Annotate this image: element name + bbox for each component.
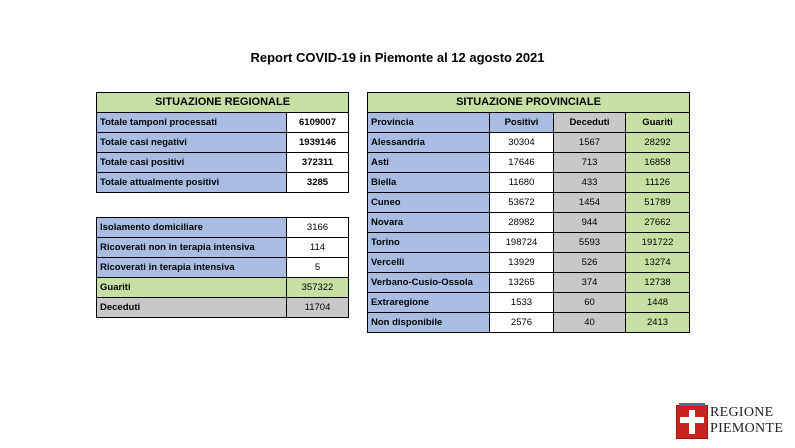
- page-title: Report COVID-19 in Piemonte al 12 agosto 2021: [250, 50, 545, 65]
- row-value: 6109007: [287, 113, 349, 133]
- positivi-cell: 1533: [490, 293, 554, 313]
- row-label: Deceduti: [97, 298, 287, 318]
- table-row: [97, 298, 349, 318]
- table-row: [368, 213, 690, 233]
- positivi-cell: 198724: [490, 233, 554, 253]
- hospital-table: [96, 217, 349, 318]
- provincial-table: [367, 92, 690, 333]
- column-headers: [368, 113, 690, 133]
- guariti-cell: 12738: [626, 273, 690, 293]
- row-value: 3166: [287, 218, 349, 238]
- guariti-cell: 51789: [626, 193, 690, 213]
- row-value: 1939146: [287, 133, 349, 153]
- table-row: [97, 173, 349, 193]
- table-row: [97, 153, 349, 173]
- col-header-deceduti: Deceduti: [554, 113, 626, 133]
- row-value: 372311: [287, 153, 349, 173]
- guariti-cell: 11126: [626, 173, 690, 193]
- guariti-cell: 1448: [626, 293, 690, 313]
- logo-text: [710, 405, 783, 437]
- table-row: [368, 133, 690, 153]
- table-row: [368, 253, 690, 273]
- provincia-cell: Vercelli: [368, 253, 490, 273]
- deceduti-cell: 526: [554, 253, 626, 273]
- row-value: 3285: [287, 173, 349, 193]
- guariti-cell: 28292: [626, 133, 690, 153]
- logo-line-2: PIEMONTE: [710, 421, 784, 436]
- row-value: 114: [287, 238, 349, 258]
- positivi-cell: 13929: [490, 253, 554, 273]
- regione-piemonte-logo: [676, 405, 788, 439]
- provincia-cell: Asti: [368, 153, 490, 173]
- table-row: [368, 273, 690, 293]
- guariti-cell: 16858: [626, 153, 690, 173]
- row-label: Isolamento domiciliare: [97, 218, 287, 238]
- table-row: [97, 258, 349, 278]
- guariti-cell: 2413: [626, 313, 690, 333]
- row-label: Totale casi negativi: [97, 133, 287, 153]
- provincia-cell: Extraregione: [368, 293, 490, 313]
- coat-of-arms-icon: [676, 405, 708, 439]
- positivi-cell: 53672: [490, 193, 554, 213]
- row-value: 11704: [287, 298, 349, 318]
- row-value: 5: [287, 258, 349, 278]
- col-header-guariti: Guariti: [626, 113, 690, 133]
- positivi-cell: 30304: [490, 133, 554, 153]
- row-label: Totale casi positivi: [97, 153, 287, 173]
- col-header-provincia: Provincia: [368, 113, 490, 133]
- logo-line-1: REGIONE: [710, 405, 774, 420]
- row-label: Totale tamponi processati: [97, 113, 287, 133]
- table-row: [368, 233, 690, 253]
- deceduti-cell: 944: [554, 213, 626, 233]
- row-value: 357322: [287, 278, 349, 298]
- deceduti-cell: 1567: [554, 133, 626, 153]
- positivi-cell: 13265: [490, 273, 554, 293]
- row-label: Ricoverati in terapia intensiva: [97, 258, 287, 278]
- table-row: [97, 238, 349, 258]
- regional-table: [96, 92, 349, 193]
- col-header-positivi: Positivi: [490, 113, 554, 133]
- regional-header: SITUAZIONE REGIONALE: [97, 93, 349, 113]
- provincia-cell: Cuneo: [368, 193, 490, 213]
- positivi-cell: 28982: [490, 213, 554, 233]
- provincia-cell: Non disponibile: [368, 313, 490, 333]
- deceduti-cell: 1454: [554, 193, 626, 213]
- table-row: [368, 173, 690, 193]
- guariti-cell: 27662: [626, 213, 690, 233]
- table-row: [368, 153, 690, 173]
- row-label: Ricoverati non in terapia intensiva: [97, 238, 287, 258]
- provincia-cell: Biella: [368, 173, 490, 193]
- provincial-header: SITUAZIONE PROVINCIALE: [368, 93, 690, 113]
- deceduti-cell: 433: [554, 173, 626, 193]
- positivi-cell: 17646: [490, 153, 554, 173]
- table-row: [97, 113, 349, 133]
- positivi-cell: 2576: [490, 313, 554, 333]
- table-row: [368, 313, 690, 333]
- table-row: [368, 193, 690, 213]
- table-row: [97, 278, 349, 298]
- deceduti-cell: 5593: [554, 233, 626, 253]
- provincia-cell: Torino: [368, 233, 490, 253]
- deceduti-cell: 713: [554, 153, 626, 173]
- guariti-cell: 13274: [626, 253, 690, 273]
- provincia-cell: Alessandria: [368, 133, 490, 153]
- table-row: [97, 218, 349, 238]
- row-label: Guariti: [97, 278, 287, 298]
- table-row: [368, 293, 690, 313]
- deceduti-cell: 374: [554, 273, 626, 293]
- provincia-cell: Novara: [368, 213, 490, 233]
- positivi-cell: 11680: [490, 173, 554, 193]
- guariti-cell: 191722: [626, 233, 690, 253]
- row-label: Totale attualmente positivi: [97, 173, 287, 193]
- deceduti-cell: 60: [554, 293, 626, 313]
- provincia-cell: Verbano-Cusio-Ossola: [368, 273, 490, 293]
- table-row: [97, 133, 349, 153]
- deceduti-cell: 40: [554, 313, 626, 333]
